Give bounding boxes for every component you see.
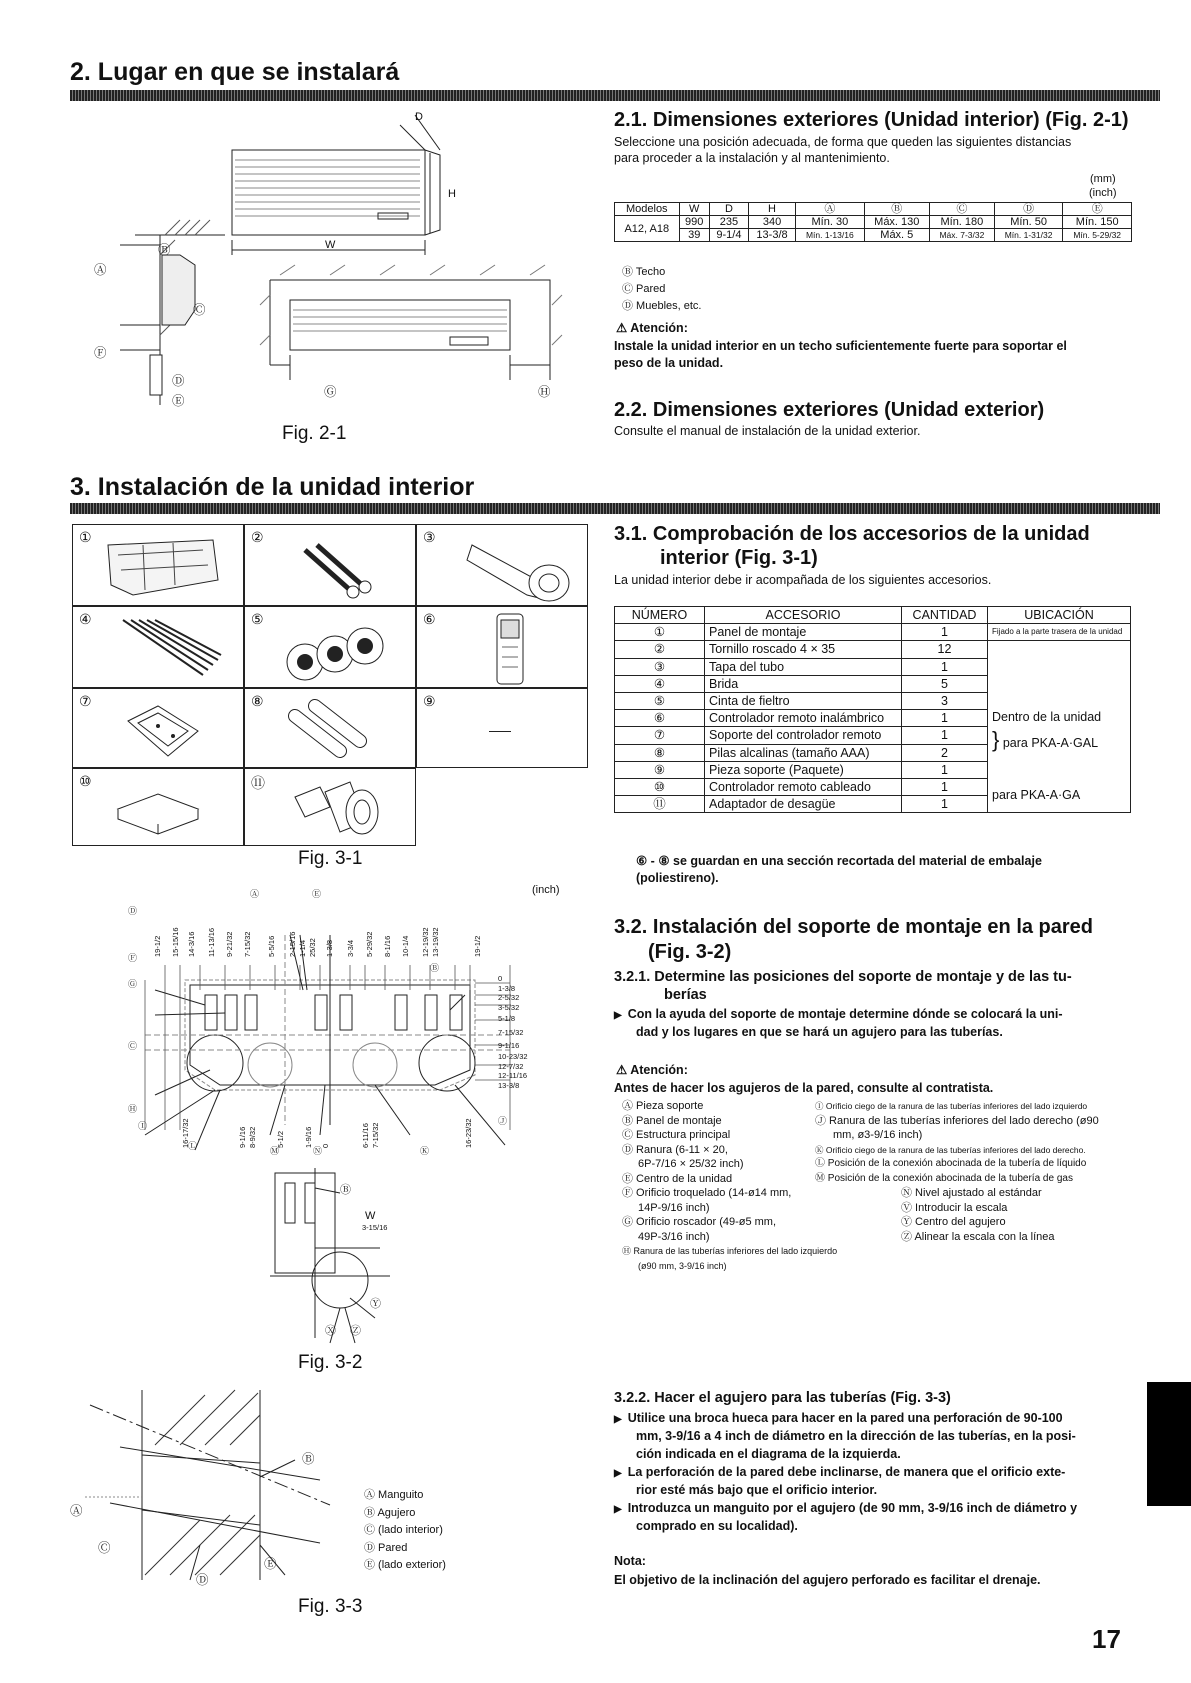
brace-icon: }	[992, 727, 1000, 753]
accessory-cell-10	[72, 768, 244, 846]
fig-3-3-caption: Fig. 3-3	[298, 1596, 363, 1617]
legend-item: Ⓓ Ranura (6-11 × 20,	[622, 1143, 728, 1156]
dim-cell: 13-3/8	[749, 229, 796, 242]
dimensions-table	[614, 202, 1132, 242]
accessory-cell-3	[416, 524, 588, 606]
fig32-label-k: Ⓚ	[420, 1146, 430, 1156]
accessory-num: ②	[251, 529, 264, 545]
felt-tape-icon	[280, 622, 390, 684]
acc-num: ④	[615, 675, 705, 692]
s32-legend-right	[815, 1099, 1135, 1244]
fig-2-1-caption: Fig. 2-1	[282, 423, 347, 444]
dim-header: Modelos	[615, 203, 680, 216]
acc-num: ⑧	[615, 744, 705, 761]
fig21-label-f: Ⓕ	[94, 346, 107, 360]
section-3-2-1-title-line1: 3.2.1. Determine las posiciones del soporte de montaje y de las tu-	[614, 969, 1072, 985]
cable-tie-icon	[113, 615, 223, 685]
acc-qty: 1	[902, 658, 988, 675]
legend-item: Ⓙ Ranura de las tuberías inferiores del lado derecho (ø90	[815, 1114, 1099, 1127]
acc-location-inside: Dentro de la unidad	[992, 710, 1102, 725]
section-3-title: 3. Instalación de la unidad interior	[70, 473, 475, 501]
accessories-table	[614, 606, 1131, 813]
fig-3-2-caption: Fig. 3-2	[298, 1352, 363, 1373]
fig32-unit: (inch)	[532, 884, 560, 896]
acc-header: UBICACIÓN	[988, 607, 1131, 624]
acc-item: Cinta de fieltro	[705, 692, 902, 709]
fig21-label-e: Ⓔ	[172, 394, 185, 408]
s31-note-line2: (poliestireno).	[636, 871, 719, 885]
dim-header: W	[679, 203, 709, 216]
legend-item: Ⓓ Pared	[364, 1541, 408, 1554]
dim-cell: Mín. 30	[796, 216, 865, 229]
s322-bullet2-line2: rior esté más bajo que el orificio interior.	[636, 1483, 878, 1497]
fig32-label-h: Ⓗ	[128, 1104, 138, 1114]
fig32-label-e: Ⓔ	[312, 889, 322, 899]
page-number: 17	[1092, 1624, 1121, 1654]
dim-label: 19-1/2	[473, 935, 482, 957]
dim-label: 12-19/32	[421, 927, 430, 957]
accessory-num: ⑪	[251, 775, 265, 791]
dim-cell: Mín. 180	[929, 216, 994, 229]
section-2-title: 2. Lugar en que se instalará	[70, 58, 400, 86]
accessory-num: ⑩	[79, 773, 92, 789]
dim-label: 5-1/8	[498, 1014, 516, 1023]
bullet-arrow-icon: ▶	[614, 1504, 622, 1515]
dim-model: A12, A18	[615, 216, 680, 242]
fig21-label-d: D	[415, 111, 423, 123]
acc-location-gal	[992, 727, 1099, 753]
dim-label: 16-17/32	[181, 1118, 190, 1148]
legend-item: Ⓛ Posición de la conexión abocinada de la tubería de líquido	[815, 1158, 1087, 1169]
accessory-cell-11	[244, 768, 416, 846]
fig21-label-b: Ⓑ	[158, 243, 171, 257]
acc-header: NÚMERO	[615, 607, 705, 624]
fig21-label-hc: Ⓗ	[538, 385, 551, 399]
dash-icon	[489, 731, 511, 732]
s21-legend-d: Ⓓ Muebles, etc.	[622, 300, 702, 312]
fig32-label-j: Ⓙ	[498, 1116, 508, 1126]
dim-header: Ⓑ	[864, 203, 929, 216]
dim-label: 7-15/32	[498, 1028, 524, 1037]
battery-icon	[290, 701, 380, 763]
dim-label: 5-1/2	[276, 1130, 285, 1148]
dim-cell: 9-1/4	[709, 229, 748, 242]
fig-3-1-caption: Fig. 3-1	[298, 848, 363, 869]
s322-bullet3-line2: comprado en su localidad).	[636, 1519, 798, 1533]
legend-item: Ⓖ Orificio roscador (49-ø5 mm,	[622, 1216, 777, 1228]
s21-caution-line1: Instale la unidad interior en un techo suficientemente fuerte para soportar el	[614, 339, 1067, 353]
dim-label: 0	[498, 974, 503, 983]
accessory-cell-8	[244, 688, 416, 768]
page-tab-marker	[1147, 1382, 1191, 1506]
acc-num: ⑤	[615, 692, 705, 709]
acc-num: ③	[615, 658, 705, 675]
acc-location-ga: para PKA-A·GA	[992, 788, 1081, 803]
fig32-detail-label-z: Ⓩ	[350, 1325, 361, 1337]
fig32-label-f: Ⓕ	[128, 953, 138, 963]
acc-num: ①	[615, 624, 705, 641]
dim-label: 19-1/2	[153, 935, 162, 957]
accessory-cell-1	[72, 524, 244, 606]
fig32-label-m: Ⓜ	[270, 1146, 280, 1156]
legend-item: Ⓚ Orificio ciego de la ranura de las tuberías inferiores del lado derecho.	[815, 1144, 1086, 1155]
fig32-label-i: Ⓘ	[138, 1121, 148, 1131]
dim-label: 2-15/16	[288, 931, 297, 957]
dim-label: 16-23/32	[464, 1118, 473, 1148]
section-3-1-title-line2: interior (Fig. 3-1)	[660, 547, 818, 569]
s322-bullet1-text: Utilice una broca hueca para hacer en la pared una perforación de 90-100	[627, 1411, 1063, 1425]
dim-label: 5-5/16	[267, 935, 276, 957]
accessory-num: ⑧	[251, 693, 264, 709]
acc-num: ⑨	[615, 761, 705, 778]
legend-item: (ø90 mm, 3-9/16 inch)	[638, 1260, 727, 1271]
dim-header: Ⓒ	[929, 203, 994, 216]
acc-location-group	[988, 641, 1131, 813]
acc-location-first: Fijado a la parte trasera de la unidad	[988, 624, 1131, 641]
dim-label: 3-5/32	[498, 1002, 520, 1012]
fig-3-2-detail-drawing	[270, 1168, 400, 1348]
section-3-rule	[70, 503, 1160, 514]
fig32-label-b: Ⓑ	[430, 963, 440, 973]
warning-triangle-icon: ⚠	[616, 321, 631, 335]
acc-qty: 12	[902, 641, 988, 658]
fig33-label-c: Ⓒ	[98, 1541, 111, 1555]
acc-qty: 1	[902, 727, 988, 744]
dim-label: 1-9/16	[304, 1126, 313, 1148]
fig32-label-d: Ⓓ	[128, 906, 138, 916]
dim-label: 2-5/32	[498, 993, 520, 1002]
acc-num: ⑦	[615, 727, 705, 744]
s322-bullet1-line1	[614, 1410, 1063, 1428]
legend-item: Ⓘ Orificio ciego de la ranura de las tuberías inferiores del lado izquierdo	[815, 1101, 1088, 1111]
table-row	[615, 624, 1131, 641]
acc-header-row	[615, 607, 1131, 624]
s31-intro: La unidad interior debe ir acompañada de los siguientes accesorios.	[614, 573, 992, 587]
fig21-label-dc: Ⓓ	[172, 374, 185, 388]
acc-item: Controlador remoto inalámbrico	[705, 710, 902, 727]
section-3-2-1-title-line2: berías	[664, 987, 707, 1003]
acc-qty: 1	[902, 761, 988, 778]
fig32-label-g: Ⓖ	[128, 979, 138, 989]
dim-cell: Máx. 7-3/32	[929, 229, 994, 242]
s32-bullet1-line2: dad y los lugares en que se hará un agujero para las tuberías.	[636, 1025, 1003, 1039]
acc-item: Tornillo roscado 4 × 35	[705, 641, 902, 658]
acc-num: ⑪	[615, 796, 705, 813]
section-3-2-2-title: 3.2.2. Hacer el agujero para las tuberías (Fig. 3-3)	[614, 1390, 951, 1406]
section-2-rule	[70, 90, 1160, 101]
screw-icon	[295, 540, 375, 600]
s322-note-text: El objetivo de la inclinación del agujero perforado es facilitar el drenaje.	[614, 1573, 1041, 1587]
s32-caution-label: Atención:	[630, 1063, 688, 1077]
section-3-2-title-line2: (Fig. 3-2)	[648, 941, 732, 963]
legend-item: Ⓑ Agujero	[364, 1506, 416, 1519]
dim-cell: 235	[709, 216, 748, 229]
dim-header: Ⓔ	[1063, 203, 1132, 216]
fig32-detail-w-val: 3-15/16	[362, 1223, 388, 1232]
dim-label: 7-15/32	[371, 1122, 380, 1148]
s21-caution-line2: peso de la unidad.	[614, 356, 724, 370]
drain-adapter-icon	[290, 777, 390, 842]
acc-num: ②	[615, 641, 705, 658]
s322-note-title: Nota:	[614, 1554, 646, 1568]
dim-label: 1-3/8	[325, 939, 334, 957]
legend-item: 6P-7/16 × 25/32 inch)	[638, 1158, 744, 1170]
dim-header: Ⓓ	[994, 203, 1063, 216]
dim-label: 1-3/8	[498, 983, 516, 993]
fig32-label-n: Ⓝ	[313, 1146, 323, 1156]
s31-note-line1: ⑥ - ⑧ se guardan en una sección recortada del material de embalaje	[636, 854, 1042, 868]
fig32-top-dims	[142, 912, 502, 962]
dim-cell: Mín. 5-29/32	[1063, 229, 1132, 242]
legend-item: 49P-3/16 inch)	[638, 1230, 710, 1243]
s322-bullet3-text: Introduzca un manguito por el agujero (de 90 mm, 3-9/16 inch de diámetro y	[627, 1501, 1078, 1515]
s322-bullet3-line1	[614, 1500, 1077, 1518]
legend-item: Ⓒ Estructura principal	[622, 1129, 731, 1141]
acc-qty: 1	[902, 624, 988, 641]
s21-intro-line1: Seleccione una posición adecuada, de forma que queden las siguientes distancias	[614, 135, 1072, 149]
legend-item: Ⓥ Introducir la escala	[901, 1201, 1008, 1214]
bullet-arrow-icon: ▶	[614, 1414, 622, 1425]
fig32-detail-label-y: Ⓨ	[370, 1298, 381, 1310]
accessory-cell-6	[416, 606, 588, 688]
dim-label: 25/32	[308, 938, 317, 957]
s32-caution-text: Antes de hacer los agujeros de la pared, consulte al contratista.	[614, 1081, 994, 1095]
dim-label: 13-19/32	[431, 927, 440, 957]
fig21-label-c: Ⓒ	[193, 303, 206, 317]
dim-cell: 340	[749, 216, 796, 229]
acc-location-gal-text: para PKA-A·GAL	[1002, 736, 1099, 751]
dim-label: 10-1/4	[401, 935, 410, 957]
dim-table-row-mm	[615, 216, 1132, 229]
dim-label: 3-3/4	[346, 939, 355, 957]
s322-bullet2-text: La perforación de la pared debe inclinarse, de manera que el orificio exte-	[627, 1465, 1066, 1479]
accessory-cell-9	[416, 688, 588, 768]
accessory-cell-2	[244, 524, 416, 606]
fig32-label-c: Ⓒ	[128, 1041, 138, 1051]
wireless-remote-icon	[492, 612, 532, 687]
accessory-num: ⑤	[251, 611, 264, 627]
legend-item: Ⓐ Manguito	[364, 1489, 424, 1501]
fig32-detail-label-x: Ⓧ	[325, 1325, 336, 1337]
s21-legend-b: Ⓑ Techo	[622, 266, 666, 278]
legend-item: Ⓨ Centro del agujero	[901, 1216, 1006, 1228]
dim-cell: Máx. 5	[864, 229, 929, 242]
dim-label: 5-29/32	[365, 931, 374, 957]
dim-label: 11-13/16	[207, 927, 216, 957]
s322-bullet1-line2: mm, 3-9/16 a 4 inch de diámetro en la dirección de las tuberías, en la posi-	[636, 1429, 1076, 1443]
acc-item: Controlador remoto cableado	[705, 778, 902, 795]
fig-3-3-drawing	[70, 1385, 360, 1585]
dim-cell: Máx. 130	[864, 216, 929, 229]
dim-label: 12-11/16	[498, 1071, 528, 1080]
s21-intro-line2: para proceder a la instalación y al mantenimiento.	[614, 151, 890, 165]
legend-item: Ⓜ Posición de la conexión abocinada de la tubería de gas	[815, 1172, 1073, 1184]
dim-label: 0	[321, 1143, 330, 1148]
legend-item: Ⓩ Alinear la escala con la línea	[901, 1230, 1055, 1243]
bullet-arrow-icon: ▶	[614, 1468, 622, 1479]
section-2-1-title: 2.1. Dimensiones exteriores (Unidad interior) (Fig. 2-1)	[614, 109, 1129, 131]
acc-header: CANTIDAD	[902, 607, 988, 624]
legend-item: mm, ø3-9/16 inch)	[833, 1129, 923, 1141]
remote-holder-icon	[118, 701, 208, 763]
accessory-num: ⑨	[423, 693, 436, 709]
accessory-num: ③	[423, 529, 436, 545]
legend-item: Ⓗ Ranura de las tuberías inferiores del lado izquierdo	[622, 1246, 838, 1256]
accessory-num: ④	[79, 611, 92, 627]
acc-header: ACCESORIO	[705, 607, 902, 624]
accessory-cell-5	[244, 606, 416, 688]
acc-item: Pieza soporte (Paquete)	[705, 761, 902, 778]
fig33-legend	[364, 1487, 446, 1575]
acc-item: Soporte del controlador remoto	[705, 727, 902, 744]
dim-header: H	[749, 203, 796, 216]
acc-item: Adaptador de desagüe	[705, 796, 902, 813]
acc-item: Brida	[705, 675, 902, 692]
s22-text: Consulte el manual de instalación de la unidad exterior.	[614, 424, 921, 438]
dim-label: 6-11/16	[361, 1123, 370, 1148]
dim-label: 13-3/8	[498, 1080, 520, 1090]
fig32-right-dims	[498, 974, 538, 1090]
dim-label: 9-1/16	[238, 1126, 247, 1148]
bullet-arrow-icon: ▶	[614, 1010, 622, 1021]
dim-cell: Mín. 1-13/16	[796, 229, 865, 242]
accessory-cell-4	[72, 606, 244, 688]
fig21-label-w: W	[325, 239, 336, 251]
s322-bullet2-line1	[614, 1464, 1065, 1482]
dim-label: 9-21/32	[225, 931, 234, 957]
fig32-detail-label-b: Ⓑ	[340, 1184, 351, 1196]
pipe-cover-icon	[467, 535, 577, 603]
dim-label: 9-1/16	[498, 1041, 520, 1050]
legend-item: Ⓔ Centro de la unidad	[622, 1172, 733, 1185]
dim-cell: 39	[679, 229, 709, 242]
acc-qty: 1	[902, 796, 988, 813]
fig32-label-a: Ⓐ	[250, 889, 260, 899]
fig32-bottom-dims	[175, 1110, 495, 1150]
mounting-panel-icon	[103, 535, 223, 600]
legend-item: Ⓐ Pieza soporte	[622, 1100, 704, 1112]
dim-label: 8-1/16	[383, 935, 392, 957]
dim-cell: 990	[679, 216, 709, 229]
wired-remote-package-icon	[113, 789, 203, 839]
accessory-cell-7	[72, 688, 244, 768]
acc-qty: 2	[902, 744, 988, 761]
dim-label: 14-3/16	[187, 931, 196, 957]
s32-bullet1-text: Con la ayuda del soporte de montaje determine dónde se colocará la uni-	[627, 1007, 1063, 1021]
table-row	[615, 641, 1131, 658]
fig33-label-b: Ⓑ	[302, 1452, 315, 1466]
acc-item: Tapa del tubo	[705, 658, 902, 675]
legend-item: Ⓒ (lado interior)	[364, 1524, 443, 1536]
acc-num: ⑥	[615, 710, 705, 727]
dim-label: 1-1/4	[298, 939, 307, 957]
dim-table-header	[615, 203, 1132, 216]
s21-unit-mm: (mm)	[1090, 173, 1116, 185]
legend-item: Ⓝ Nivel ajustado al estándar	[901, 1187, 1042, 1199]
fig33-label-a: Ⓐ	[70, 1504, 83, 1518]
fig33-label-e: Ⓔ	[264, 1557, 277, 1571]
dim-label: 15-15/16	[171, 927, 180, 957]
fig21-label-g: Ⓖ	[324, 385, 337, 399]
dim-label: 12-7/32	[498, 1061, 524, 1071]
dim-header: Ⓐ	[796, 203, 865, 216]
legend-item: Ⓕ Orificio troquelado (14-ø14 mm,	[622, 1187, 792, 1199]
dim-label: 7-15/32	[243, 931, 252, 957]
acc-item: Pilas alcalinas (tamaño AAA)	[705, 744, 902, 761]
acc-num: ⑩	[615, 778, 705, 795]
legend-item: Ⓔ (lado exterior)	[364, 1559, 446, 1571]
fig33-label-d: Ⓓ	[196, 1573, 209, 1587]
s21-caution-label: Atención:	[630, 321, 688, 335]
acc-item: Panel de montaje	[705, 624, 902, 641]
dim-cell: Mín. 1-31/32	[994, 229, 1063, 242]
accessory-num: ⑥	[423, 611, 436, 627]
s32-bullet1-line1	[614, 1006, 1063, 1024]
s21-legend-c: Ⓒ Pared	[622, 283, 666, 295]
acc-qty: 1	[902, 778, 988, 795]
legend-item: 14P-9/16 inch)	[638, 1201, 710, 1214]
fig32-label-l: Ⓛ	[188, 1141, 198, 1151]
accessory-num: ⑦	[79, 693, 92, 709]
dim-cell: Mín. 50	[994, 216, 1063, 229]
accessory-num: ①	[79, 529, 92, 545]
s21-caution-title	[616, 320, 688, 337]
fig32-detail-w: W	[365, 1210, 376, 1222]
dim-label: 10-23/32	[498, 1052, 528, 1061]
s32-caution-title	[616, 1062, 688, 1079]
section-2-2-title: 2.2. Dimensiones exteriores (Unidad exterior)	[614, 399, 1045, 421]
acc-qty: 5	[902, 675, 988, 692]
fig-3-1-grid	[72, 524, 588, 846]
dim-label: 8-9/32	[248, 1126, 257, 1148]
acc-qty: 3	[902, 692, 988, 709]
warning-triangle-icon: ⚠	[616, 1063, 631, 1077]
fig21-label-a: Ⓐ	[94, 263, 107, 277]
s322-bullet1-line3: ción indicada en el diagrama de la izquierda.	[636, 1447, 901, 1461]
dim-header: D	[709, 203, 748, 216]
s21-unit-inch: (inch)	[1089, 187, 1117, 199]
dim-cell: Mín. 150	[1063, 216, 1132, 229]
section-3-2-title-line1: 3.2. Instalación del soporte de montaje en la pared	[614, 916, 1094, 938]
section-3-1-title-line1: 3.1. Comprobación de los accesorios de la unidad	[614, 523, 1090, 545]
fig21-label-h: H	[448, 188, 456, 200]
fig-2-1-drawing	[80, 105, 610, 435]
acc-qty: 1	[902, 710, 988, 727]
s32-legend-left	[622, 1099, 838, 1273]
legend-item: Ⓑ Panel de montaje	[622, 1114, 722, 1127]
dim-table-row-inch	[615, 229, 1132, 242]
